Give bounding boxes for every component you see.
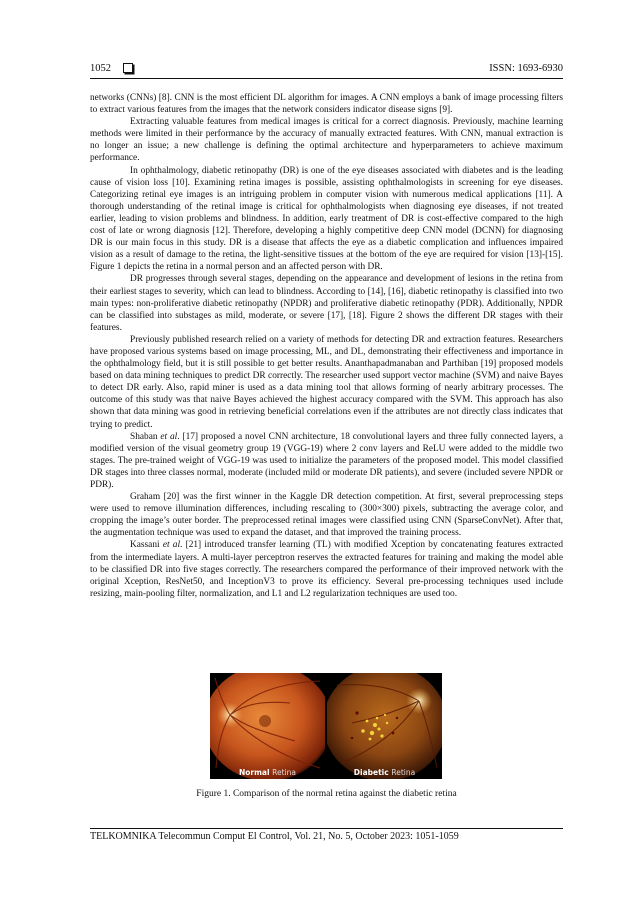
header-rule bbox=[90, 78, 563, 79]
diabetic-retina-image bbox=[327, 673, 442, 779]
paragraph: Shaban et al. [17] proposed a novel CNN architecture, 18 convolutional layers and three fully connected layers, a modified version of the visual geometry group 19 (VGG-19) where 2 conv layers and ReLU were added to the middle two stages. The pre-trained weight of VGG-19 was used to initialize the parameters of the proposed model. This model classified DR stages into three classes normal, moderate (included mild or moderate DR patients), and severe (included severe NPDR or PDR). bbox=[90, 431, 563, 490]
figure-1 bbox=[210, 673, 442, 779]
paragraph: Kassani et al. [21] introduced transfer learning (TL) with modified Xception by concatenating features extracted from the intermediate layers. A multi-layer perceptron reserves the extracted features for training and making the model able to be classified DR into five stages correctly. The researchers compared the performance of their improved network with the original Xception, ResNet50, and InceptionV3 to prove its efficiency. Several pre-processing techniques used include resizing, main-pooling filter, normalization, and L1 and L2 regularization techniques are used too. bbox=[90, 540, 563, 599]
page-number: 1052 bbox=[90, 62, 111, 74]
paragraph: Graham [20] was the first winner in the Kaggle DR detection competition. At first, several preprocessing steps were used to remove illumination differences, including rescaling to (300×300) pixels, subtracting the average color, and cropping the image’s outer border. The preprocessed retinal images were classified using CNN (SparseConvNet). After that, the augmentation technique was used to expand the dataset, and that improved the training process. bbox=[90, 492, 563, 539]
normal-retina-label: Normal Retina bbox=[238, 768, 297, 777]
paragraph: Previously published research relied on a variety of methods for detecting DR and extraction features. Researchers have proposed various systems based on image processing, ML, and DL, demonstrating their effectiveness and importance in the ophthalmology field, but it is still possible to get better results. Ananthapadmanaban and Parthiban [19] proposed models based on data mining techniques to predict DR correctly. The researcher used support vector machine (SVM) and naive Bayes to detect DR early. Also, rapid miner is used as a data mining tool that allows forming of nearly arbitrary processes. The outcome of this study was that naive Bayes achieved the highest accuracy compared with the SVM. This approach has also shown that data mining was good in retrieving beneficial correlations even if the attributes are not directly class indicates that trying to predict. bbox=[90, 334, 563, 430]
figure-caption: Figure 1. Comparison of the normal retina against the diabetic retina bbox=[196, 789, 457, 799]
footer-citation: TELKOMNIKA Telecommun Comput El Control, Vol. 21, No. 5, October 2023: 1051-1059 bbox=[90, 831, 459, 842]
paragraph: networks (CNNs) [8]. CNN is the most efficient DL algorithm for images. A CNN employs a bank of image processing filters to extract various features from the images that the network considers indicator disease signs [9]. bbox=[90, 93, 563, 116]
footer-rule bbox=[90, 828, 563, 829]
paragraph: DR progresses through several stages, depending on the appearance and development of lesions in the retina from their earliest stages to severity, which can lead to blindness. According to [14], [16], diabetic retinopathy is classified into two main types: non-proliferative diabetic retinopathy (NPDR) and proliferative diabetic retinopathy (PDR). Additionally, NPDR can be classified into substages as mild, moderate, or severe [17], [18]. Figure 2 shows the different DR stages with their features. bbox=[90, 274, 563, 333]
page-header bbox=[90, 59, 563, 77]
paragraph: In ophthalmology, diabetic retinopathy (DR) is one of the eye diseases associated with diabetes and is the leading cause of vision loss [10]. Examining retina images is possible, assisting ophthalmologists in screening for eye diseases. Categorizing retinal eye images is an intriguing problem in computer vision with numerous medical applications [11]. A thorough understanding of the retinal image is critical for ophthalmologists when diagnosing eye diseases, if not treated earlier, leading to vision problems and blindness. In addition, early treatment of DR is cost-effective compared to the high cost of late or wrong diagnosis [12]. Therefore, developing a highly competitive deep CNN model (DCNN) for diagnosing DR is our main focus in this study. DR is a disease that affects the eye as a diabetic complication and influences impaired vision as a result of damage to the retina, the light-sensitive tissues at the bottom of the eye are required for vision [13]-[15]. Figure 1 depicts the retina in a normal person and an affected person with DR. bbox=[90, 165, 563, 273]
body-text bbox=[90, 92, 563, 600]
paragraph: Extracting valuable features from medical images is critical for a correct diagnosis. Previously, machine learning methods were limited in their performance by the accuracy of manually extracted features. With CNN, manual extraction is no longer an issue; a new challenge is defining the optimal architecture and hyperparameters to achieve maximum performance. bbox=[90, 117, 563, 164]
diabetic-retina-label: Diabetic Retina bbox=[353, 768, 416, 777]
issn: ISSN: 1693-6930 bbox=[489, 62, 563, 74]
journal-square-icon bbox=[123, 63, 133, 73]
normal-retina-image bbox=[210, 673, 325, 779]
